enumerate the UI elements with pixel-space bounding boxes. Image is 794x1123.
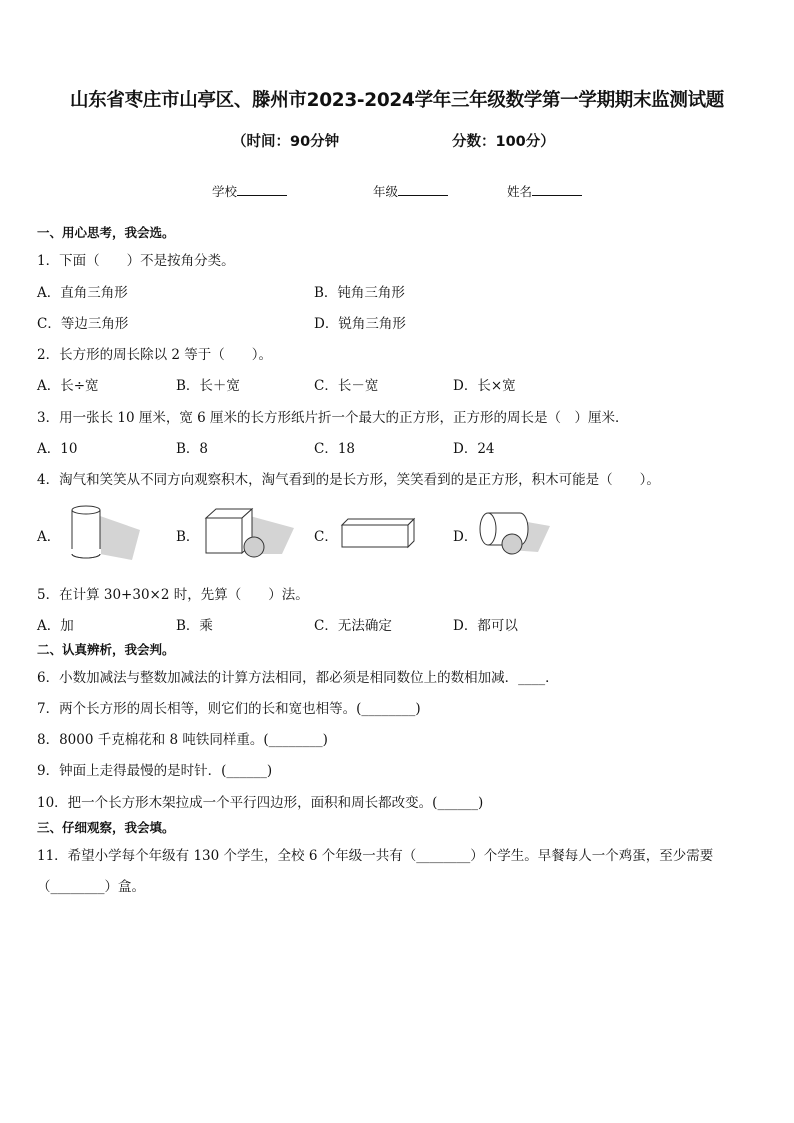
q4-option-d: D．	[453, 529, 478, 545]
grade-blank	[398, 183, 448, 196]
school-field	[212, 182, 287, 200]
section-judge-heading: 二、认真辨析，我会判。	[37, 642, 175, 657]
question-4: 4．淘气和笑笑从不同方向观察积木，淘气看到的是长方形，笑笑看到的是正方形，积木可能是（ ）。	[37, 472, 660, 488]
name-blank	[532, 183, 582, 196]
q5-option-a: A．加	[37, 618, 74, 634]
question-5: 5．在计算 30+30×2 时，先算（ ）法。	[37, 587, 309, 603]
q4-option-b: B．	[176, 529, 200, 545]
cylinder-figure	[64, 502, 140, 564]
question-1: 1．下面（ ）不是按角分类。	[37, 253, 235, 269]
q3-option-c: C．18	[314, 441, 356, 457]
question-11-line-2: （________）盒。	[37, 879, 145, 895]
exam-score: 分数：100分）	[452, 134, 555, 150]
section-choice-heading: 一、用心思考，我会选。	[37, 225, 175, 240]
q2-option-b: B．长＋宽	[176, 378, 240, 394]
school-label: 学校	[212, 184, 238, 199]
grade-label: 年级	[373, 184, 399, 199]
question-8: 8．8000 千克棉花和 8 吨铁同样重。(________)	[37, 732, 328, 748]
q5-option-c: C．无法确定	[314, 618, 392, 634]
q1-option-c: C．等边三角形	[37, 316, 129, 332]
cuboid-figure	[338, 516, 416, 550]
q5-option-d: D．都可以	[453, 618, 518, 634]
question-6: 6．小数加减法与整数加减法的计算方法相同，都必须是相同数位上的数相加减．____．	[37, 670, 559, 686]
q5-option-b: B．乘	[176, 618, 213, 634]
question-10: 10．把一个长方形木架拉成一个平行四边形，面积和周长都改变。(______)	[37, 795, 484, 811]
q1-option-b: B．钝角三角形	[314, 285, 405, 301]
question-9: 9．钟面上走得最慢的是时针．(______)	[37, 763, 273, 779]
q2-option-c: C．长－宽	[314, 378, 379, 394]
question-2: 2．长方形的周长除以 2 等于（ ）。	[37, 347, 273, 363]
q1-option-a: A．直角三角形	[37, 285, 128, 301]
exam-title: 山东省枣庄市山亭区、滕州市2023-2024学年三年级数学第一学期期末监测试题	[70, 90, 724, 111]
q3-option-a: A．10	[37, 441, 78, 457]
grade-field	[373, 182, 448, 200]
q4-option-c: C．	[314, 529, 338, 545]
q3-option-b: B．8	[176, 441, 209, 457]
question-11-line-1: 11．希望小学每个年级有 130 个学生，全校 6 个年级一共有（________）个学生。早餐每人一个鸡蛋，至少需要	[37, 848, 714, 864]
name-field	[507, 182, 582, 200]
exam-time: （时间：90分钟	[232, 134, 340, 150]
q1-option-d: D．锐角三角形	[314, 316, 406, 332]
lying-cylinder-figure	[476, 508, 550, 556]
school-blank	[237, 183, 287, 196]
q3-option-d: D．24	[453, 441, 495, 457]
q2-option-a: A．长÷宽	[37, 378, 99, 394]
q2-option-d: D．长×宽	[453, 378, 516, 394]
q4-option-a: A．	[37, 529, 61, 545]
question-3: 3．用一张长 10 厘米，宽 6 厘米的长方形纸片折一个最大的正方形，正方形的周长是（ ）厘米．	[37, 410, 629, 426]
question-7: 7．两个长方形的周长相等，则它们的长和宽也相等。(________)	[37, 701, 421, 717]
name-label: 姓名	[507, 184, 533, 199]
section-fill-heading: 三、仔细观察，我会填。	[37, 820, 175, 835]
cube-with-ball-figure	[202, 506, 294, 560]
